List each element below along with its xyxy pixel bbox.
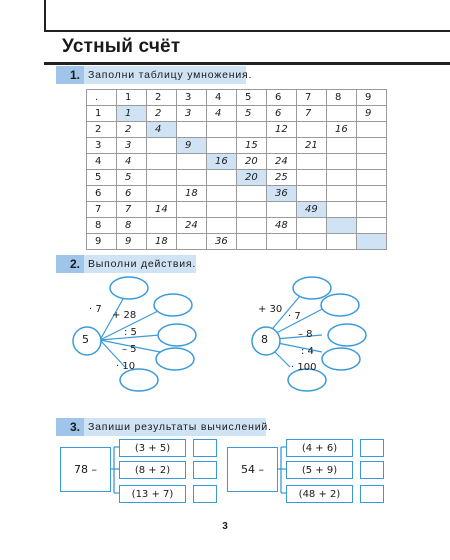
table-cell: 36 (207, 234, 237, 250)
operation-label: · 7 (89, 304, 102, 315)
task-number: 1. (56, 66, 84, 84)
table-cell: 15 (237, 138, 267, 154)
table-cell: 6 (117, 186, 147, 202)
page-title: Устный счёт (62, 36, 181, 57)
operation-label: · 10 (116, 361, 136, 372)
center-number-right: 8 (261, 333, 268, 346)
table-header-cell: 9 (87, 234, 117, 250)
table-cell: 18 (147, 234, 177, 250)
table-header-cell: 2 (147, 90, 177, 106)
operation-label: – 8 (298, 329, 313, 340)
table-cell: 4 (207, 106, 237, 122)
center-number-left: 5 (82, 333, 89, 346)
table-cell: 20 (237, 170, 267, 186)
table-header-cell: 8 (87, 218, 117, 234)
table-cell: 3 (117, 138, 147, 154)
minuend-box-right: 54 – (227, 447, 278, 492)
table-cell: 49 (297, 202, 327, 218)
table-cell: 9 (117, 234, 147, 250)
table-cell: 9 (357, 106, 387, 122)
operation-label: · 7 (288, 311, 301, 322)
operation-label: : 4 (301, 346, 314, 357)
expression-box: (8 + 2) (119, 461, 186, 479)
table-header-cell: 4 (207, 90, 237, 106)
expression-box: (3 + 5) (119, 439, 186, 457)
table-cell: 9 (177, 138, 207, 154)
table-header-cell: 6 (87, 186, 117, 202)
table-cell: 2 (147, 106, 177, 122)
table-header-cell: 8 (327, 90, 357, 106)
table-cell: 16 (207, 154, 237, 170)
table-cell: 25 (267, 170, 297, 186)
task-instruction: Выполни действия. (88, 258, 197, 270)
page-number: 3 (222, 521, 228, 532)
table-header-cell: 3 (87, 138, 117, 154)
table-cell: 1 (117, 106, 147, 122)
operation-label: – 5 (122, 344, 137, 355)
table-cell: 14 (147, 202, 177, 218)
task-instruction: Запиши результаты вычислений. (88, 421, 272, 433)
table-cell: 48 (267, 218, 297, 234)
operation-label: · 100 (291, 362, 317, 373)
operation-label: + 30 (258, 304, 283, 315)
table-cell: 24 (267, 154, 297, 170)
table-header-cell: 2 (87, 122, 117, 138)
table-header-cell: 4 (87, 154, 117, 170)
table-header-cell: 5 (237, 90, 267, 106)
answer-box[interactable] (193, 485, 217, 503)
answer-box[interactable] (360, 439, 384, 457)
table-header-cell: . (87, 90, 117, 106)
table-header-cell: 1 (87, 106, 117, 122)
expression-box: (48 + 2) (286, 485, 353, 503)
table-cell: 12 (267, 122, 297, 138)
table-cell: 16 (327, 122, 357, 138)
table-header-cell: 7 (297, 90, 327, 106)
table-cell: 3 (177, 106, 207, 122)
minuend-box-left: 78 – (60, 447, 111, 492)
table-header-cell: 3 (177, 90, 207, 106)
expression-box: (5 + 9) (286, 461, 353, 479)
table-cell: 5 (237, 106, 267, 122)
table-cell: 18 (177, 186, 207, 202)
table-header-cell: 9 (357, 90, 387, 106)
answer-box[interactable] (360, 485, 384, 503)
table-cell: 36 (267, 186, 297, 202)
operation-label: : 5 (124, 327, 137, 338)
table-cell: 7 (297, 106, 327, 122)
answer-box[interactable] (193, 439, 217, 457)
table-header-cell: 7 (87, 202, 117, 218)
table-cell: 6 (267, 106, 297, 122)
task-instruction: Заполни таблицу умножения. (88, 69, 253, 81)
task-number: 3. (56, 418, 84, 436)
table-header-cell: 6 (267, 90, 297, 106)
table-cell: 4 (117, 154, 147, 170)
answer-box[interactable] (193, 461, 217, 479)
table-cell: 7 (117, 202, 147, 218)
table-header-cell: 1 (117, 90, 147, 106)
task-number: 2. (56, 255, 84, 273)
table-header-cell: 5 (87, 170, 117, 186)
expression-box: (4 + 6) (286, 439, 353, 457)
table-cell: 8 (117, 218, 147, 234)
table-cell: 5 (117, 170, 147, 186)
table-cell: 24 (177, 218, 207, 234)
expression-box: (13 + 7) (119, 485, 186, 503)
operation-label: + 28 (112, 310, 137, 321)
table-cell: 21 (297, 138, 327, 154)
table-cell: 2 (117, 122, 147, 138)
table-cell: 4 (147, 122, 177, 138)
table-cell: 20 (237, 154, 267, 170)
answer-box[interactable] (360, 461, 384, 479)
